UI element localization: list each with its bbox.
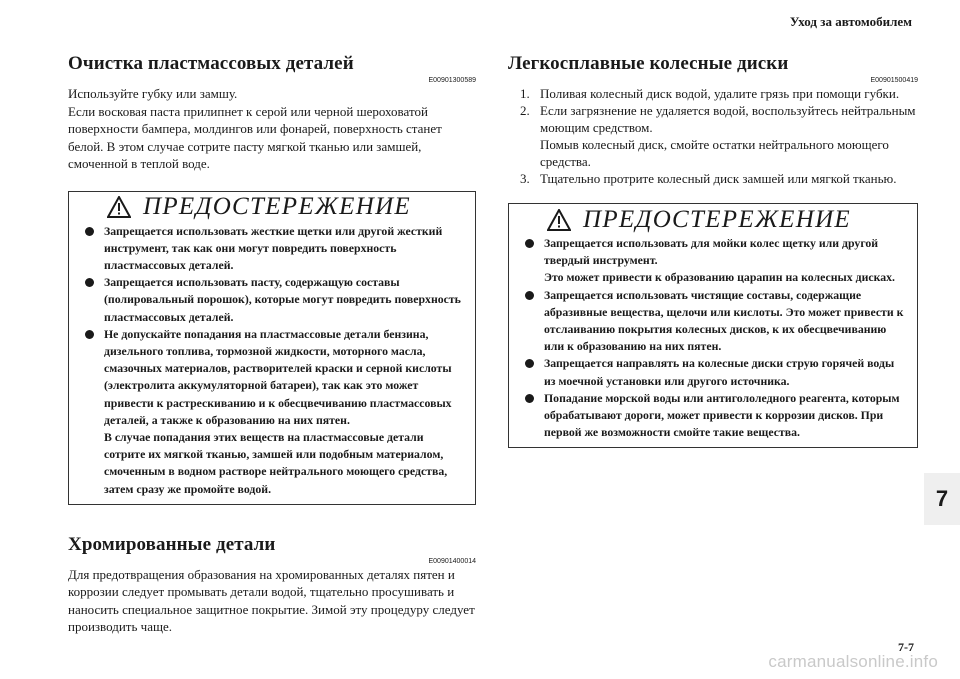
step-item: [508, 85, 918, 102]
bullet-icon: [85, 330, 94, 339]
bullet-icon: [525, 394, 534, 403]
section-title-plastic: Очистка пластмассовых деталей: [68, 53, 354, 74]
step-text: Тщательно протрите колесный диск замшей или мягкой тканью.: [540, 171, 897, 186]
plastic-body-text: Используйте губку или замшу. Если восковая паста прилипнет к серой или черной шероховатой поверхности бампера, молдингов или фонарей, поверхность станет белой. В этом случае сотрите пасту мягкой тканью или замшей, смоченной в теплой воде.: [68, 86, 442, 171]
warning-item-text: Попадание морской воды или антигололедного реагента, которым обрабатывают дороги, может привести к коррозии дисков. При первой же возможности смойте такие вещества.: [544, 390, 900, 440]
chrome-body-text: Для предотвращения образования на хромированных деталях пятен и коррозии следует промывать детали водой, тщательно просушивать и наносить специальное защитное покрытие. Зимой эту процедуру следует производить чаще.: [68, 566, 475, 635]
warning-item-text: Запрещается использовать чистящие составы, содержащие абразивные вещества, щелочи или кислоты. Это может привести к отслаиванию покрытия колесных дисков, к их обесцвечиванию или к образованию на них пятен.: [544, 287, 904, 354]
warning-item: [523, 355, 907, 389]
section-alloy-wheels: [508, 52, 918, 448]
section-code-wheels: E00901500419: [870, 77, 918, 84]
left-column: [68, 52, 476, 636]
bullet-icon: [85, 278, 94, 287]
warning-item-text: Запрещается использовать для мойки колес щетку или другой твердый инструмент.: [544, 236, 879, 268]
watermark: carmanualsonline.info: [768, 652, 938, 671]
warning-item: [523, 235, 907, 287]
bullet-icon: [85, 227, 94, 236]
warning-title: ПРЕДОСТЕРЕЖЕНИЕ: [583, 205, 851, 233]
running-header: Уход за автомобилем: [789, 14, 912, 29]
step-number: 3.: [520, 171, 530, 186]
chapter-tab: 7: [924, 473, 960, 525]
warning-item: [523, 390, 907, 442]
warning-header: [509, 204, 917, 233]
warning-item: [83, 274, 465, 326]
warning-item: [83, 326, 465, 498]
step-number: 2.: [520, 103, 530, 118]
warning-item-text: Запрещается направлять на колесные диски струю горячей воды из моечной установки или другого источника.: [544, 356, 895, 388]
warning-item-text: Не допускайте попадания на пластмассовые детали бензина, дизельного топлива, тормозной жидкости, моторного масла, смазочных материалов, растворителей краски и серной кислоты (электролита аккумуляторной батареи), так как это может привести к растрескиванию и к обесцвечиванию пластмассовых деталей, а также к образованию на них пятен.: [104, 326, 452, 427]
warning-box-plastic: [68, 191, 476, 505]
page-number: 7-7: [898, 640, 914, 654]
warning-item-subtext: В случае попадания этих веществ на пластмассовые детали сотрите их мягкой тканью, замшей или подобным материалом, смоченным в водном растворе нейтрального моющего средства, затем сразу же промойте водой.: [104, 429, 448, 496]
warning-title: ПРЕДОСТЕРЕЖЕНИЕ: [143, 193, 411, 220]
warning-list-wheels: [509, 233, 917, 447]
step-number: 1.: [520, 86, 530, 101]
step-text: Если загрязнение не удаляется водой, воспользуйтесь нейтральным моющим средством.: [540, 103, 916, 135]
step-item: [508, 170, 918, 187]
warning-triangle-icon: [547, 209, 571, 231]
warning-item: [523, 287, 907, 356]
bullet-icon: [525, 359, 534, 368]
warning-item-text: Запрещается использовать пасту, содержащую составы (полировальный порошок), которые могут повредить поверхность пластмассовых деталей.: [104, 275, 461, 324]
section-plastic-cleaning: [68, 52, 476, 505]
section-title-chrome: Хромированные детали: [68, 533, 276, 555]
wheels-steps-list: [508, 85, 918, 187]
warning-header: [69, 192, 475, 221]
warning-item: [83, 223, 465, 275]
warning-item-subtext: Это может привести к образованию царапин на колесных дисках.: [544, 270, 895, 285]
section-chrome-parts: [68, 533, 476, 636]
step-text: Поливая колесный диск водой, удалите грязь при помощи губки.: [540, 86, 900, 101]
warning-item-text: Запрещается использовать жесткие щетки или другой жесткий инструмент, так как они могут повредить поверхность пластмассовых деталей.: [104, 223, 443, 272]
right-column: [508, 52, 918, 448]
bullet-icon: [525, 239, 534, 248]
bullet-icon: [525, 291, 534, 300]
section-code-plastic: E00901300589: [428, 77, 476, 84]
section-title-wheels: Легкосплавные колесные диски: [508, 53, 789, 74]
step-item: [508, 102, 918, 170]
warning-box-wheels: [508, 203, 918, 448]
warning-triangle-icon: [107, 196, 131, 218]
warning-list-plastic: [69, 221, 475, 504]
section-code-chrome: E00901400014: [428, 557, 476, 565]
step-subtext: Помыв колесный диск, смойте остатки нейтрального моющего средства.: [540, 137, 889, 169]
